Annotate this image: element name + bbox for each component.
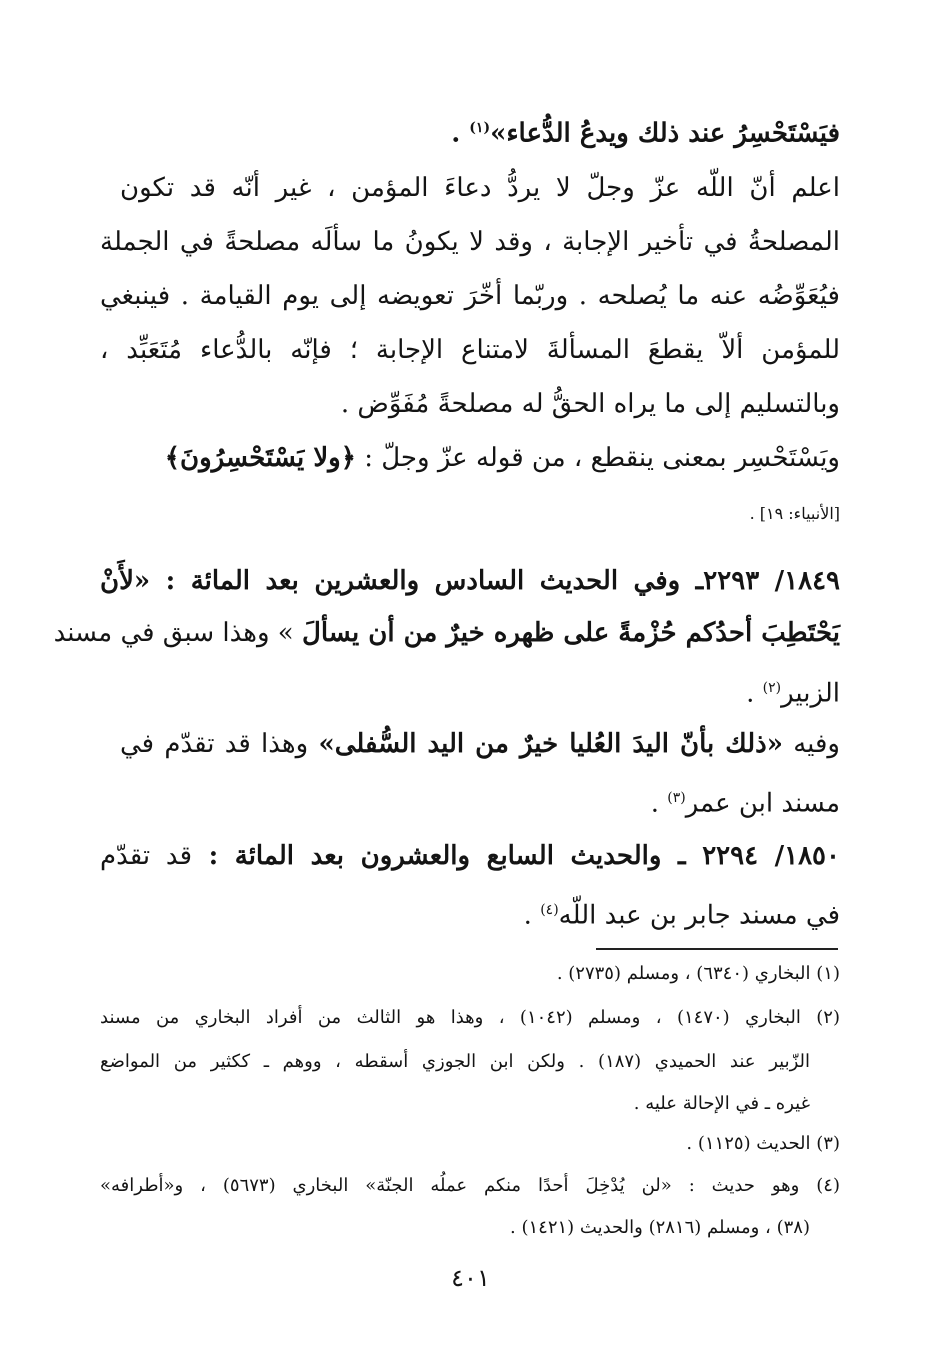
hadith-1849-line-3-end: .: [746, 678, 763, 709]
hadith-1849-note: » وهذا سبق في مسند: [53, 618, 302, 648]
hadith-1849-para2-line-1: [120, 718, 840, 770]
hadith-1849-para2-rest: وهذا قد تقدّم في: [120, 729, 319, 759]
page-number: ٤٠١: [451, 1264, 490, 1292]
footnote-divider: [596, 948, 838, 950]
hadith-1849-source: الزبير: [781, 678, 840, 709]
footnote-4-line-1: (٤) وهو حديث : «لن يُدْخِلَ أحدًا منكم عملُه الجنّة» البخاري (٥٦٧٣) ، و«أطرافه»: [100, 1175, 840, 1196]
paragraph1-line-4: للمؤمن ألاّ يقطعَ المسألةَ لامتناع الإجابة ؛ فإنّه بالدُّعاء مُتَعَبِّد ،: [100, 335, 840, 365]
hadith-1850-line-2: [100, 884, 840, 942]
footnote-2-line-3: غيره ـ في الإحالة عليه .: [633, 1093, 810, 1114]
footnote-marker-3: (٣): [667, 790, 686, 806]
hadith-1850-heading: [100, 830, 840, 882]
hadith-1849-heading: ١٨٤٩/ ٢٢٩٣ـ وفي الحديث السادس والعشرين بعد المائة : «لأَنْ: [100, 566, 840, 596]
hadith-1850-source: في مسند جابر بن عبد اللّه: [558, 900, 840, 931]
hadith-1849-para2-quote: «ذلك بأنّ اليدَ العُليا خيرٌ من اليد السُّفلى»: [318, 729, 783, 759]
quran-reference: [الأنبياء: ١٩] .: [749, 504, 840, 523]
footnote-4-line-2: (٣٨) ، ومسلم (٢٨١٦) والحديث (١٤٢١) .: [510, 1217, 810, 1238]
paragraph1-line-1: اعلم أنّ اللّه عزّ وجلّ لا يردُّ دعاءَ المؤمن ، غير أنّه قد تكون: [120, 173, 840, 203]
footnote-1: (١) البخاري (٦٣٤٠) ، ومسلم (٢٧٣٥) .: [556, 963, 840, 984]
hadith-1850-rest: قد تقدّم: [100, 841, 192, 871]
paragraph2-text: ويَسْتَحْسِر بمعنى ينقطع ، من قوله عزّ وجلّ :: [355, 443, 840, 473]
footnote-marker-4: (٤): [540, 902, 559, 918]
hadith-1849-para2-line-2: [100, 772, 840, 830]
hadith-1849-line-2: [53, 607, 840, 659]
hadith-1849-line-3: [100, 662, 840, 720]
footnote-marker-2: (٢): [762, 680, 782, 696]
footnote-2-line-2: الزّبير عند الحميدي (١٨٧) . ولكن ابن الجوزي أسقطه ، ووهم ـ ككثير من المواضع: [100, 1051, 810, 1072]
hadith-1849-text: يَحْتَطِبَ أحدُكم حُزْمةً على ظهره خيرٌ من أن يسألَ: [301, 618, 840, 648]
footnote-marker-1: (١): [469, 120, 491, 136]
hadith-1849-para2-source: مسند ابن عمر: [685, 788, 840, 819]
footnote-2-line-1: (٢) البخاري (١٤٧٠) ، ومسلم (١٠٤٢) ، وهذا هو الثالث من أفراد البخاري من مسند: [100, 1007, 840, 1028]
paragraph2-line-1: [120, 432, 840, 484]
hadith-1849-para2-end: .: [650, 788, 668, 819]
paragraph1-line-5: وبالتسليم إلى ما يراه الحقُّ له مصلحةً مُفَوِّض .: [340, 389, 840, 419]
paragraph1-line-3: فيُعَوِّضُه عنه ما يُصلحه . وربّما أخّرَ تعويضه إلى يوم القيامة . فينبغي: [100, 281, 840, 311]
paragraph1-line-2: المصلحةُ في تأخير الإجابة ، وقد لا يكونُ ما سألَه مصلحةً في الجملة: [100, 227, 840, 257]
hadith-1850-end: .: [523, 900, 541, 931]
intro-line: [100, 102, 840, 160]
hadith-1849-para2-start: وفيه: [782, 729, 840, 759]
quran-quote: ﴿ولا يَسْتَحْسِرُونَ﴾: [164, 443, 356, 473]
hadith-1850-title: ١٨٥٠/ ٢٢٩٤ ـ والحديث السابع والعشرون بعد المائة :: [192, 841, 840, 871]
intro-text: فيَسْتَحْسِرُ عند ذلك ويدعُ الدُّعاء»: [490, 118, 840, 149]
intro-end: .: [451, 118, 470, 149]
footnote-3: (٣) الحديث (١١٢٥) .: [686, 1133, 840, 1154]
